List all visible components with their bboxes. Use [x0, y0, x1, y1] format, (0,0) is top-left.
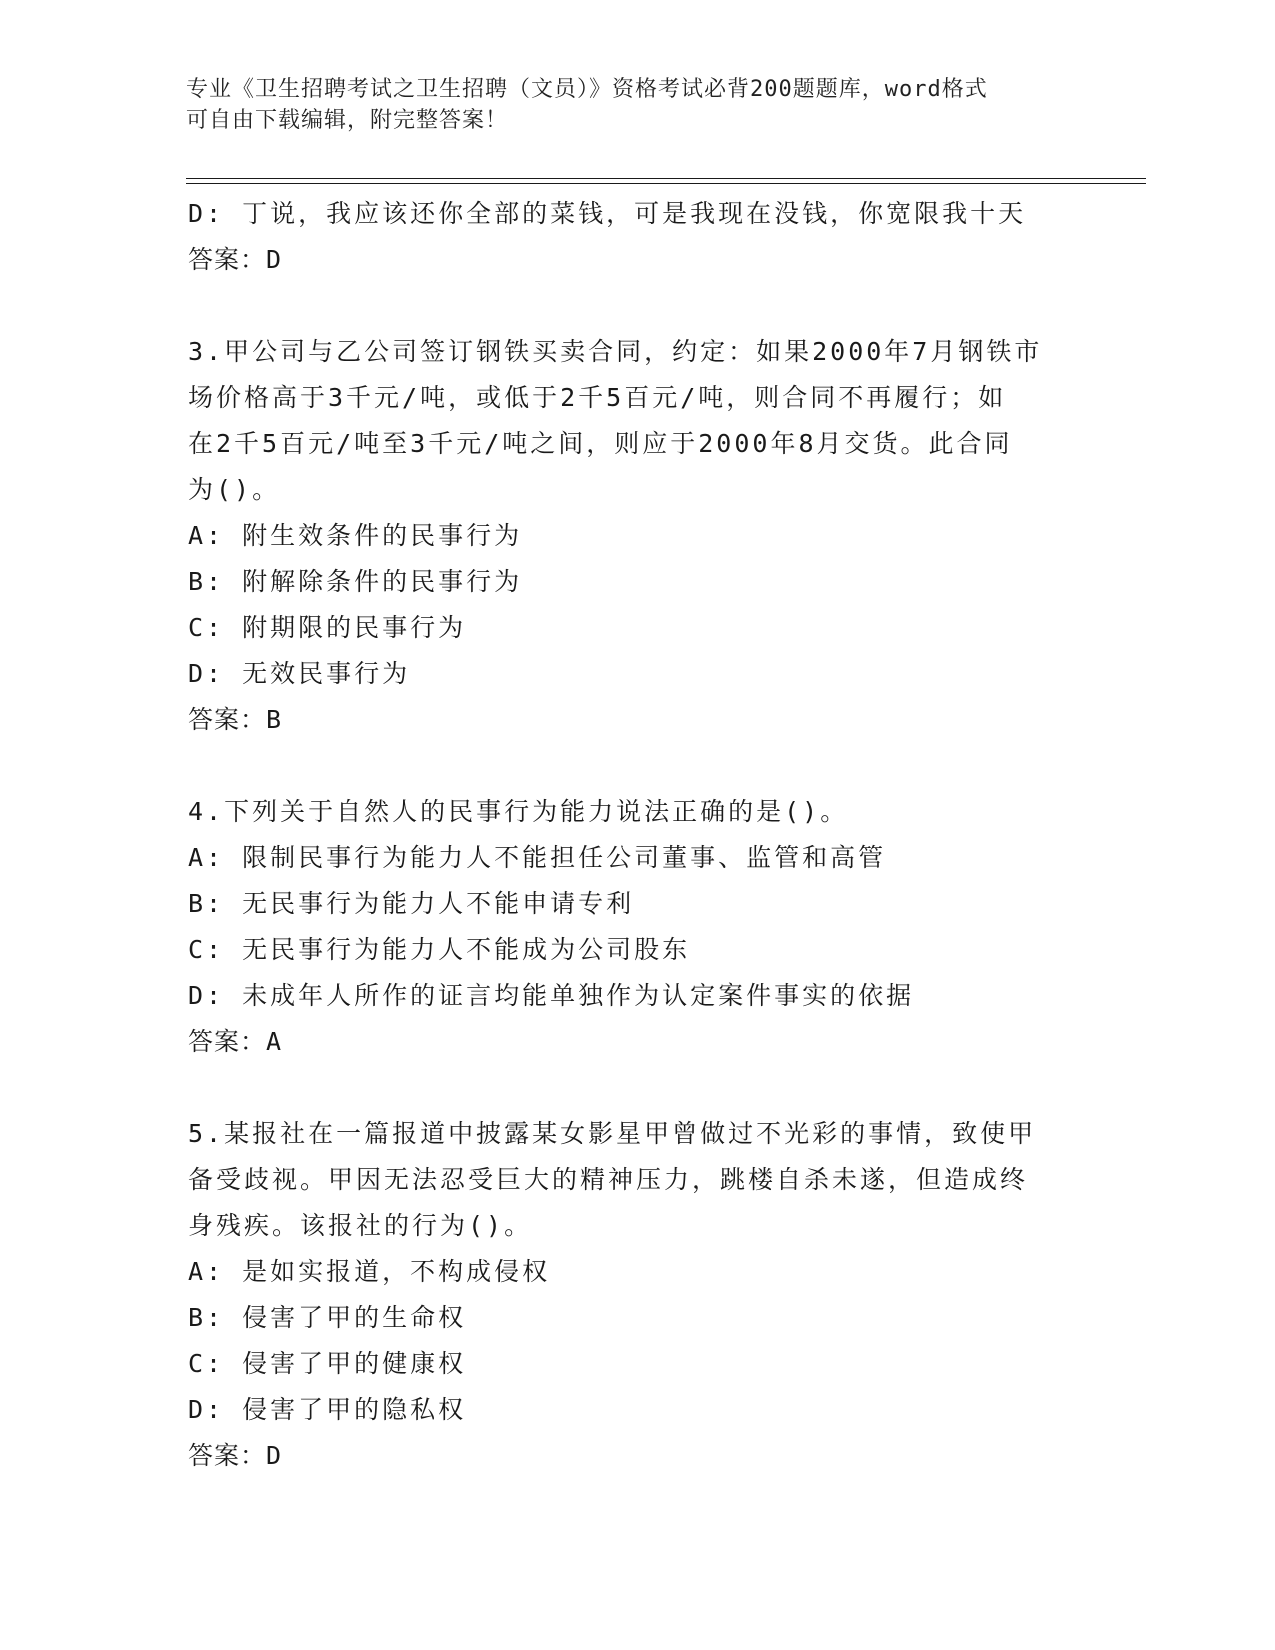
- document-header: [186, 74, 1086, 136]
- option-b: B: 无民事行为能力人不能申请专利: [188, 889, 635, 918]
- answer-line: 答案：B: [188, 705, 283, 734]
- option-b: B: 附解除条件的民事行为: [188, 567, 523, 596]
- question-stem-line: 4.下列关于自然人的民事行为能力说法正确的是()。: [188, 797, 849, 826]
- question-stem-line: 备受歧视。甲因无法忍受巨大的精神压力，跳楼自杀未遂，但造成终: [188, 1165, 1029, 1194]
- document-body: [188, 191, 1088, 1479]
- question-stem-line: 为()。: [188, 475, 281, 504]
- spacer: [188, 1065, 1088, 1111]
- header-line-1: 专业《卫生招聘考试之卫生招聘（文员）》资格考试必背200题题库，word格式: [186, 77, 988, 102]
- option-a: A: 限制民事行为能力人不能担任公司董事、监管和高管: [188, 843, 887, 872]
- option-a: A: 附生效条件的民事行为: [188, 521, 523, 550]
- question-5: [188, 1111, 1088, 1479]
- header-line-2: 可自由下载编辑，附完整答案！: [186, 108, 509, 133]
- question-stem-line: 身残疾。该报社的行为()。: [188, 1211, 533, 1240]
- answer-line: 答案：D: [188, 245, 283, 274]
- spacer: [188, 743, 1088, 789]
- question-3: [188, 329, 1088, 743]
- option-b: B: 侵害了甲的生命权: [188, 1303, 467, 1332]
- option-a: A: 是如实报道，不构成侵权: [188, 1257, 551, 1286]
- question-stem-line: 5.某报社在一篇报道中披露某女影星甲曾做过不光彩的事情，致使甲: [188, 1119, 1037, 1148]
- header-rule-top: [186, 178, 1146, 179]
- question-stem-line: 在2千5百元/吨至3千元/吨之间，则应于2000年8月交货。此合同: [188, 429, 1013, 458]
- option-d: D: 侵害了甲的隐私权: [188, 1395, 467, 1424]
- question-2-tail: [188, 191, 1088, 283]
- option-d: D: 丁说，我应该还你全部的菜钱，可是我现在没钱，你宽限我十天: [188, 199, 1027, 228]
- option-c: C: 侵害了甲的健康权: [188, 1349, 467, 1378]
- answer-line: 答案：D: [188, 1441, 283, 1470]
- question-stem-line: 3.甲公司与乙公司签订钢铁买卖合同，约定：如果2000年7月钢铁市: [188, 337, 1043, 366]
- spacer: [188, 283, 1088, 329]
- option-c: C: 无民事行为能力人不能成为公司股东: [188, 935, 691, 964]
- answer-line: 答案：A: [188, 1027, 283, 1056]
- option-d: D: 未成年人所作的证言均能单独作为认定案件事实的依据: [188, 981, 915, 1010]
- header-rule-bottom: [186, 183, 1146, 184]
- option-d: D: 无效民事行为: [188, 659, 411, 688]
- question-stem-line: 场价格高于3千元/吨，或低于2千5百元/吨，则合同不再履行；如: [188, 383, 1007, 412]
- question-4: [188, 789, 1088, 1065]
- option-c: C: 附期限的民事行为: [188, 613, 467, 642]
